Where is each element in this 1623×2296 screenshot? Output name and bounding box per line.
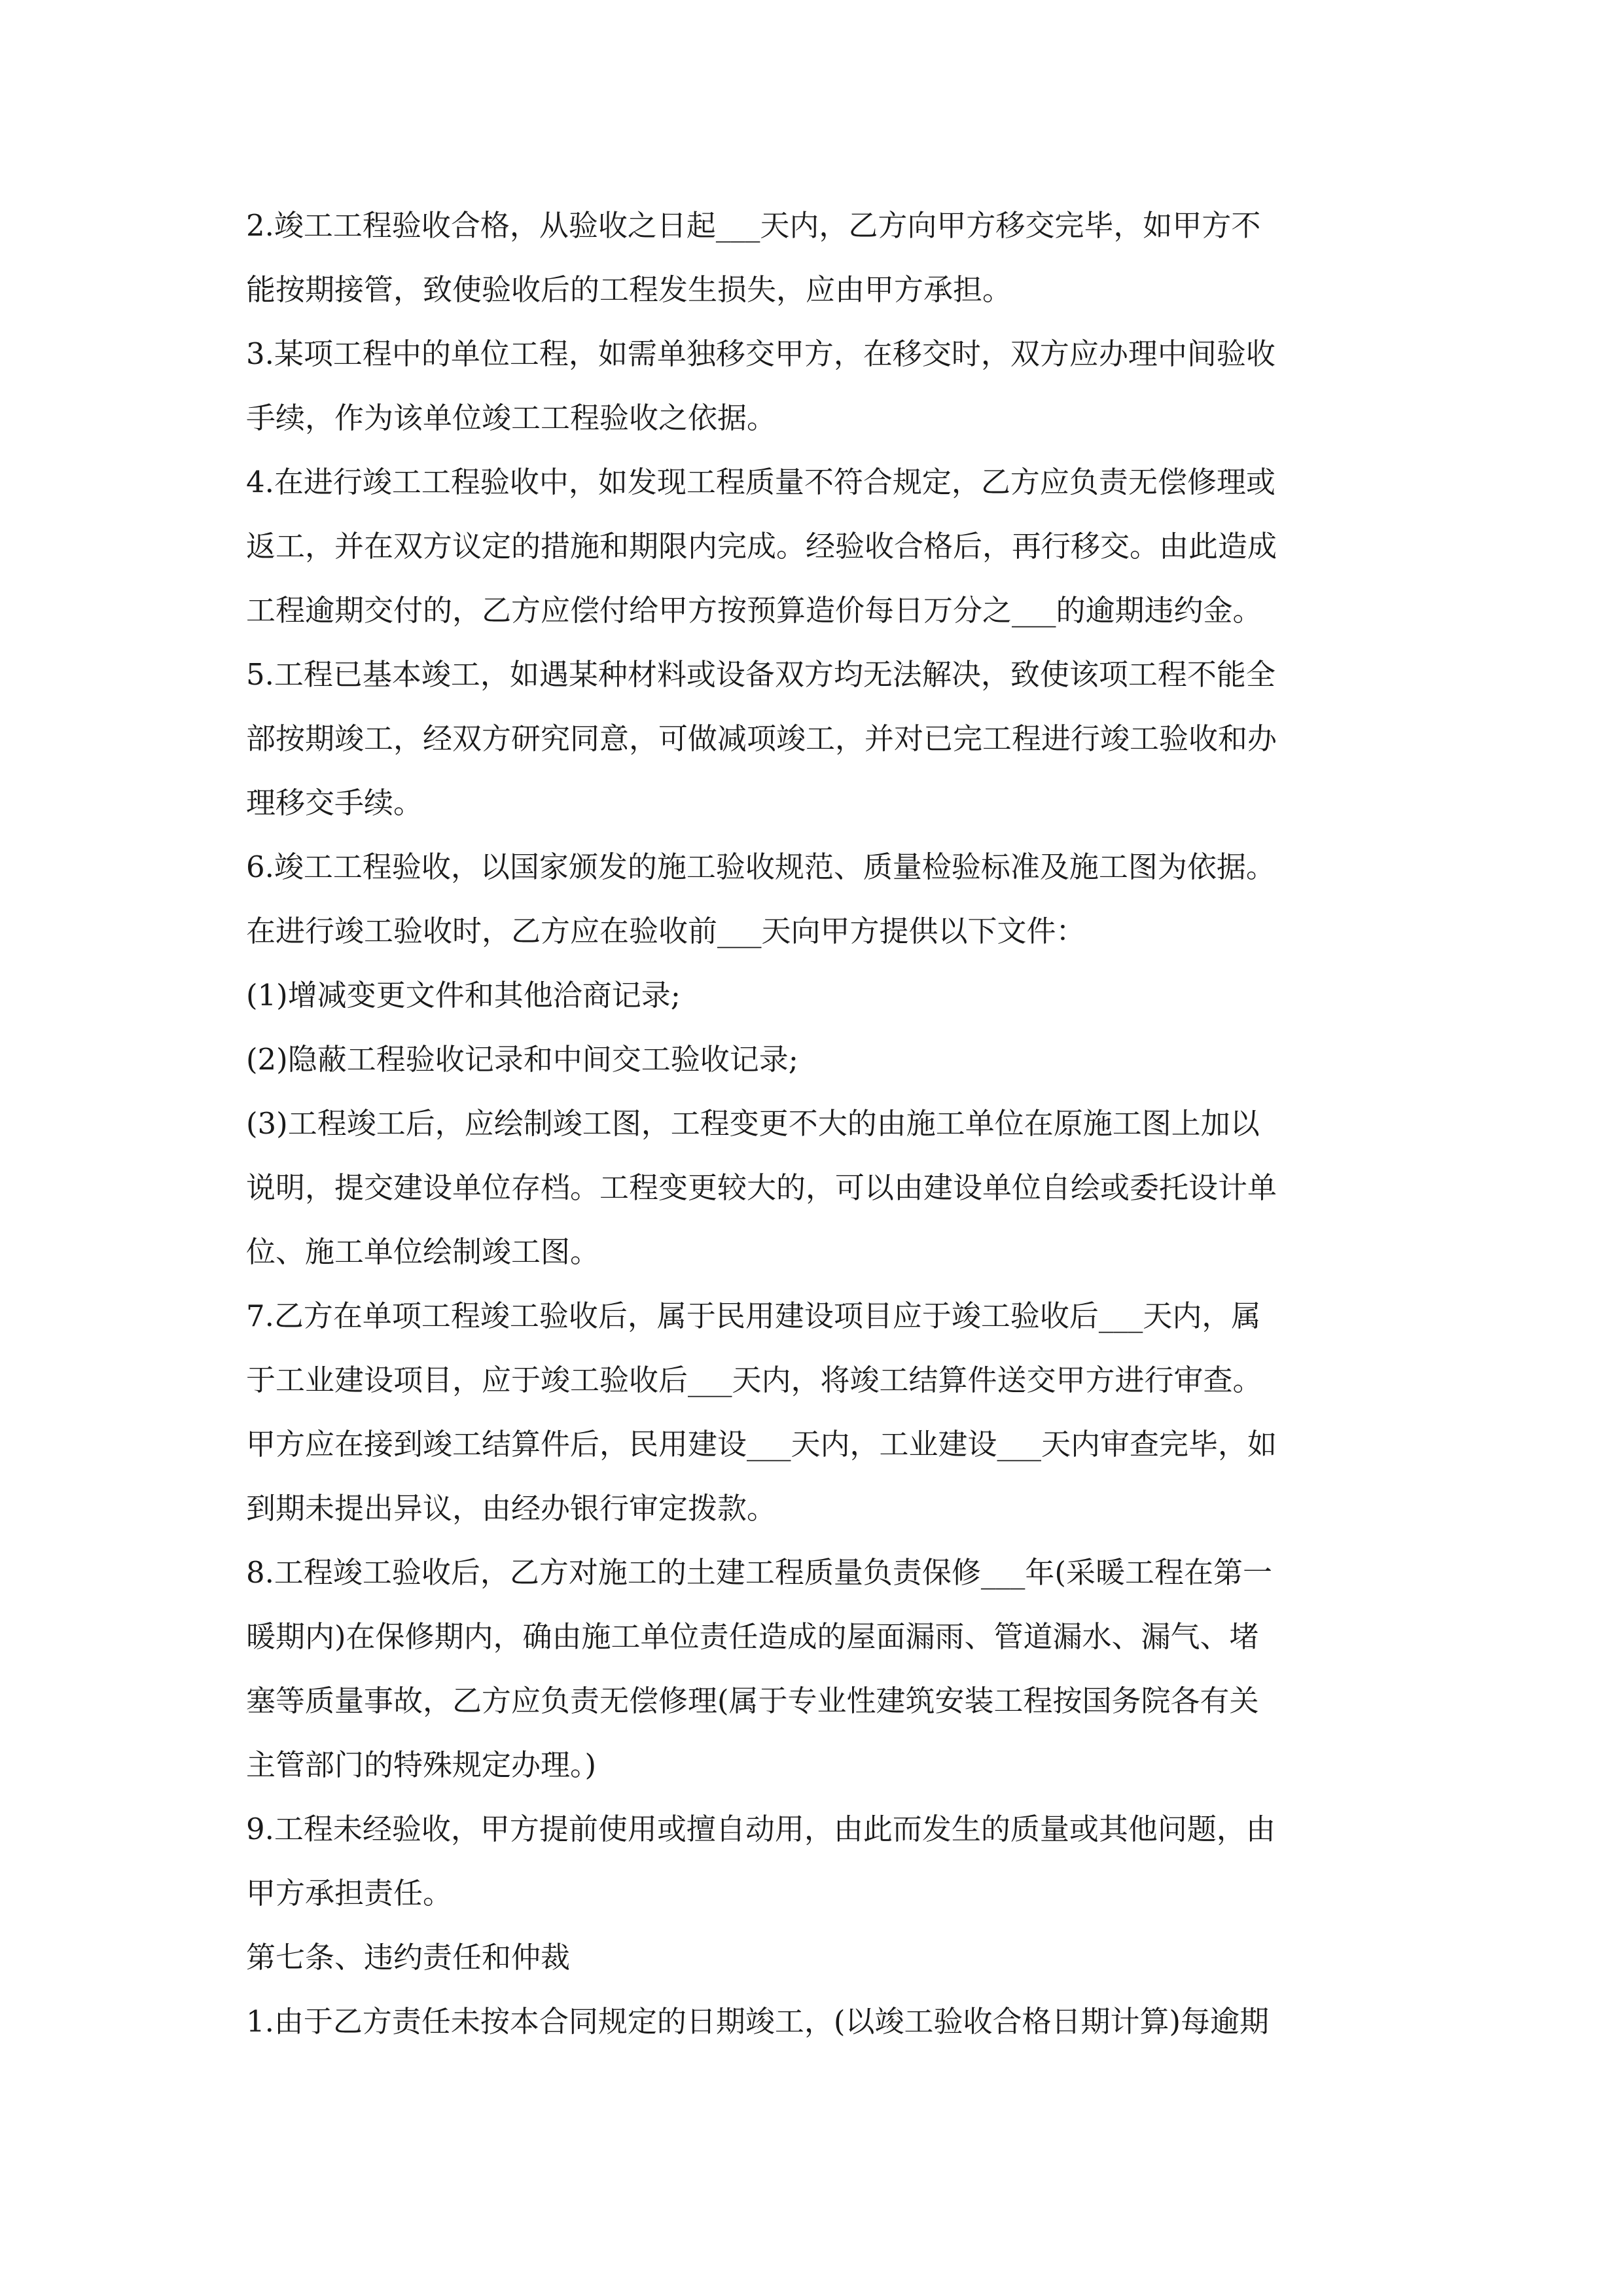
text-line: 理移交手续。 (246, 785, 423, 820)
text-line: 工程逾期交付的，乙方应偿付给甲方按预算造价每日万分之___的逾期违约金。 (246, 593, 1262, 628)
text-line: 5.工程已基本竣工，如遇某种材料或设备双方均无法解决，致使该项工程不能全 (246, 657, 1275, 692)
text-line: (1)增减变更文件和其他洽商记录; (246, 978, 681, 1013)
text-line: 6.竣工工程验收，以国家颁发的施工验收规范、质量检验标准及施工图为依据。 (246, 850, 1275, 884)
text-line: 9.工程未经验收，甲方提前使用或擅自动用，由此而发生的质量或其他问题，由 (246, 1812, 1275, 1846)
text-line: 1.由于乙方责任未按本合同规定的日期竣工，(以竣工验收合格日期计算)每逾期 (246, 2004, 1270, 2039)
text-line: 说明，提交建设单位存档。工程变更较大的，可以由建设单位自绘或委托设计单 (246, 1170, 1277, 1205)
text-line: 返工，并在双方议定的措施和期限内完成。经验收合格后，再行移交。由此造成 (246, 529, 1277, 564)
text-line: 部按期竣工，经双方研究同意，可做减项竣工，并对已完工程进行竣工验收和办 (246, 721, 1277, 756)
text-line: 于工业建设项目，应于竣工验收后___天内，将竣工结算件送交甲方进行审查。 (246, 1363, 1262, 1397)
text-line: 主管部门的特殊规定办理。) (246, 1748, 597, 1782)
text-line: 塞等质量事故，乙方应负责无偿修理(属于专业性建筑安装工程按国务院各有关 (246, 1683, 1259, 1718)
text-line: 甲方应在接到竣工结算件后，民用建设___天内，工业建设___天内审查完毕，如 (246, 1427, 1277, 1462)
text-line: 在进行竣工验收时，乙方应在验收前___天向甲方提供以下文件： (246, 914, 1086, 948)
text-line: 手续，作为该单位竣工工程验收之依据。 (246, 401, 777, 435)
section-heading: 第七条、违约责任和仲裁 (246, 1940, 571, 1975)
text-line: 2.竣工工程验收合格，从验收之日起___天内，乙方向甲方移交完毕，如甲方不 (246, 208, 1261, 243)
text-line: (3)工程竣工后，应绘制竣工图，工程变更不大的由施工单位在原施工图上加以 (246, 1106, 1260, 1141)
text-line: 3.某项工程中的单位工程，如需单独移交甲方，在移交时，双方应办理中间验收 (246, 336, 1275, 371)
text-line: 位、施工单位绘制竣工图。 (246, 1234, 600, 1269)
text-line: 8.工程竣工验收后，乙方对施工的土建工程质量负责保修___年(采暖工程在第一 (246, 1555, 1272, 1590)
text-line: (2)隐蔽工程验收记录和中间交工验收记录; (246, 1042, 798, 1077)
document-body (246, 194, 1387, 2054)
text-line: 能按期接管，致使验收后的工程发生损失，应由甲方承担。 (246, 272, 1012, 307)
text-line: 甲方承担责任。 (246, 1876, 453, 1910)
text-line: 4.在进行竣工工程验收中，如发现工程质量不符合规定，乙方应负责无偿修理或 (246, 465, 1275, 499)
text-line: 暖期内)在保修期内，确由施工单位责任造成的屋面漏雨、管道漏水、漏气、堵 (246, 1619, 1259, 1654)
text-line: 7.乙方在单项工程竣工验收后，属于民用建设项目应于竣工验收后___天内，属 (246, 1299, 1261, 1333)
text-line: 到期未提出异议，由经办银行审定拨款。 (246, 1491, 777, 1526)
